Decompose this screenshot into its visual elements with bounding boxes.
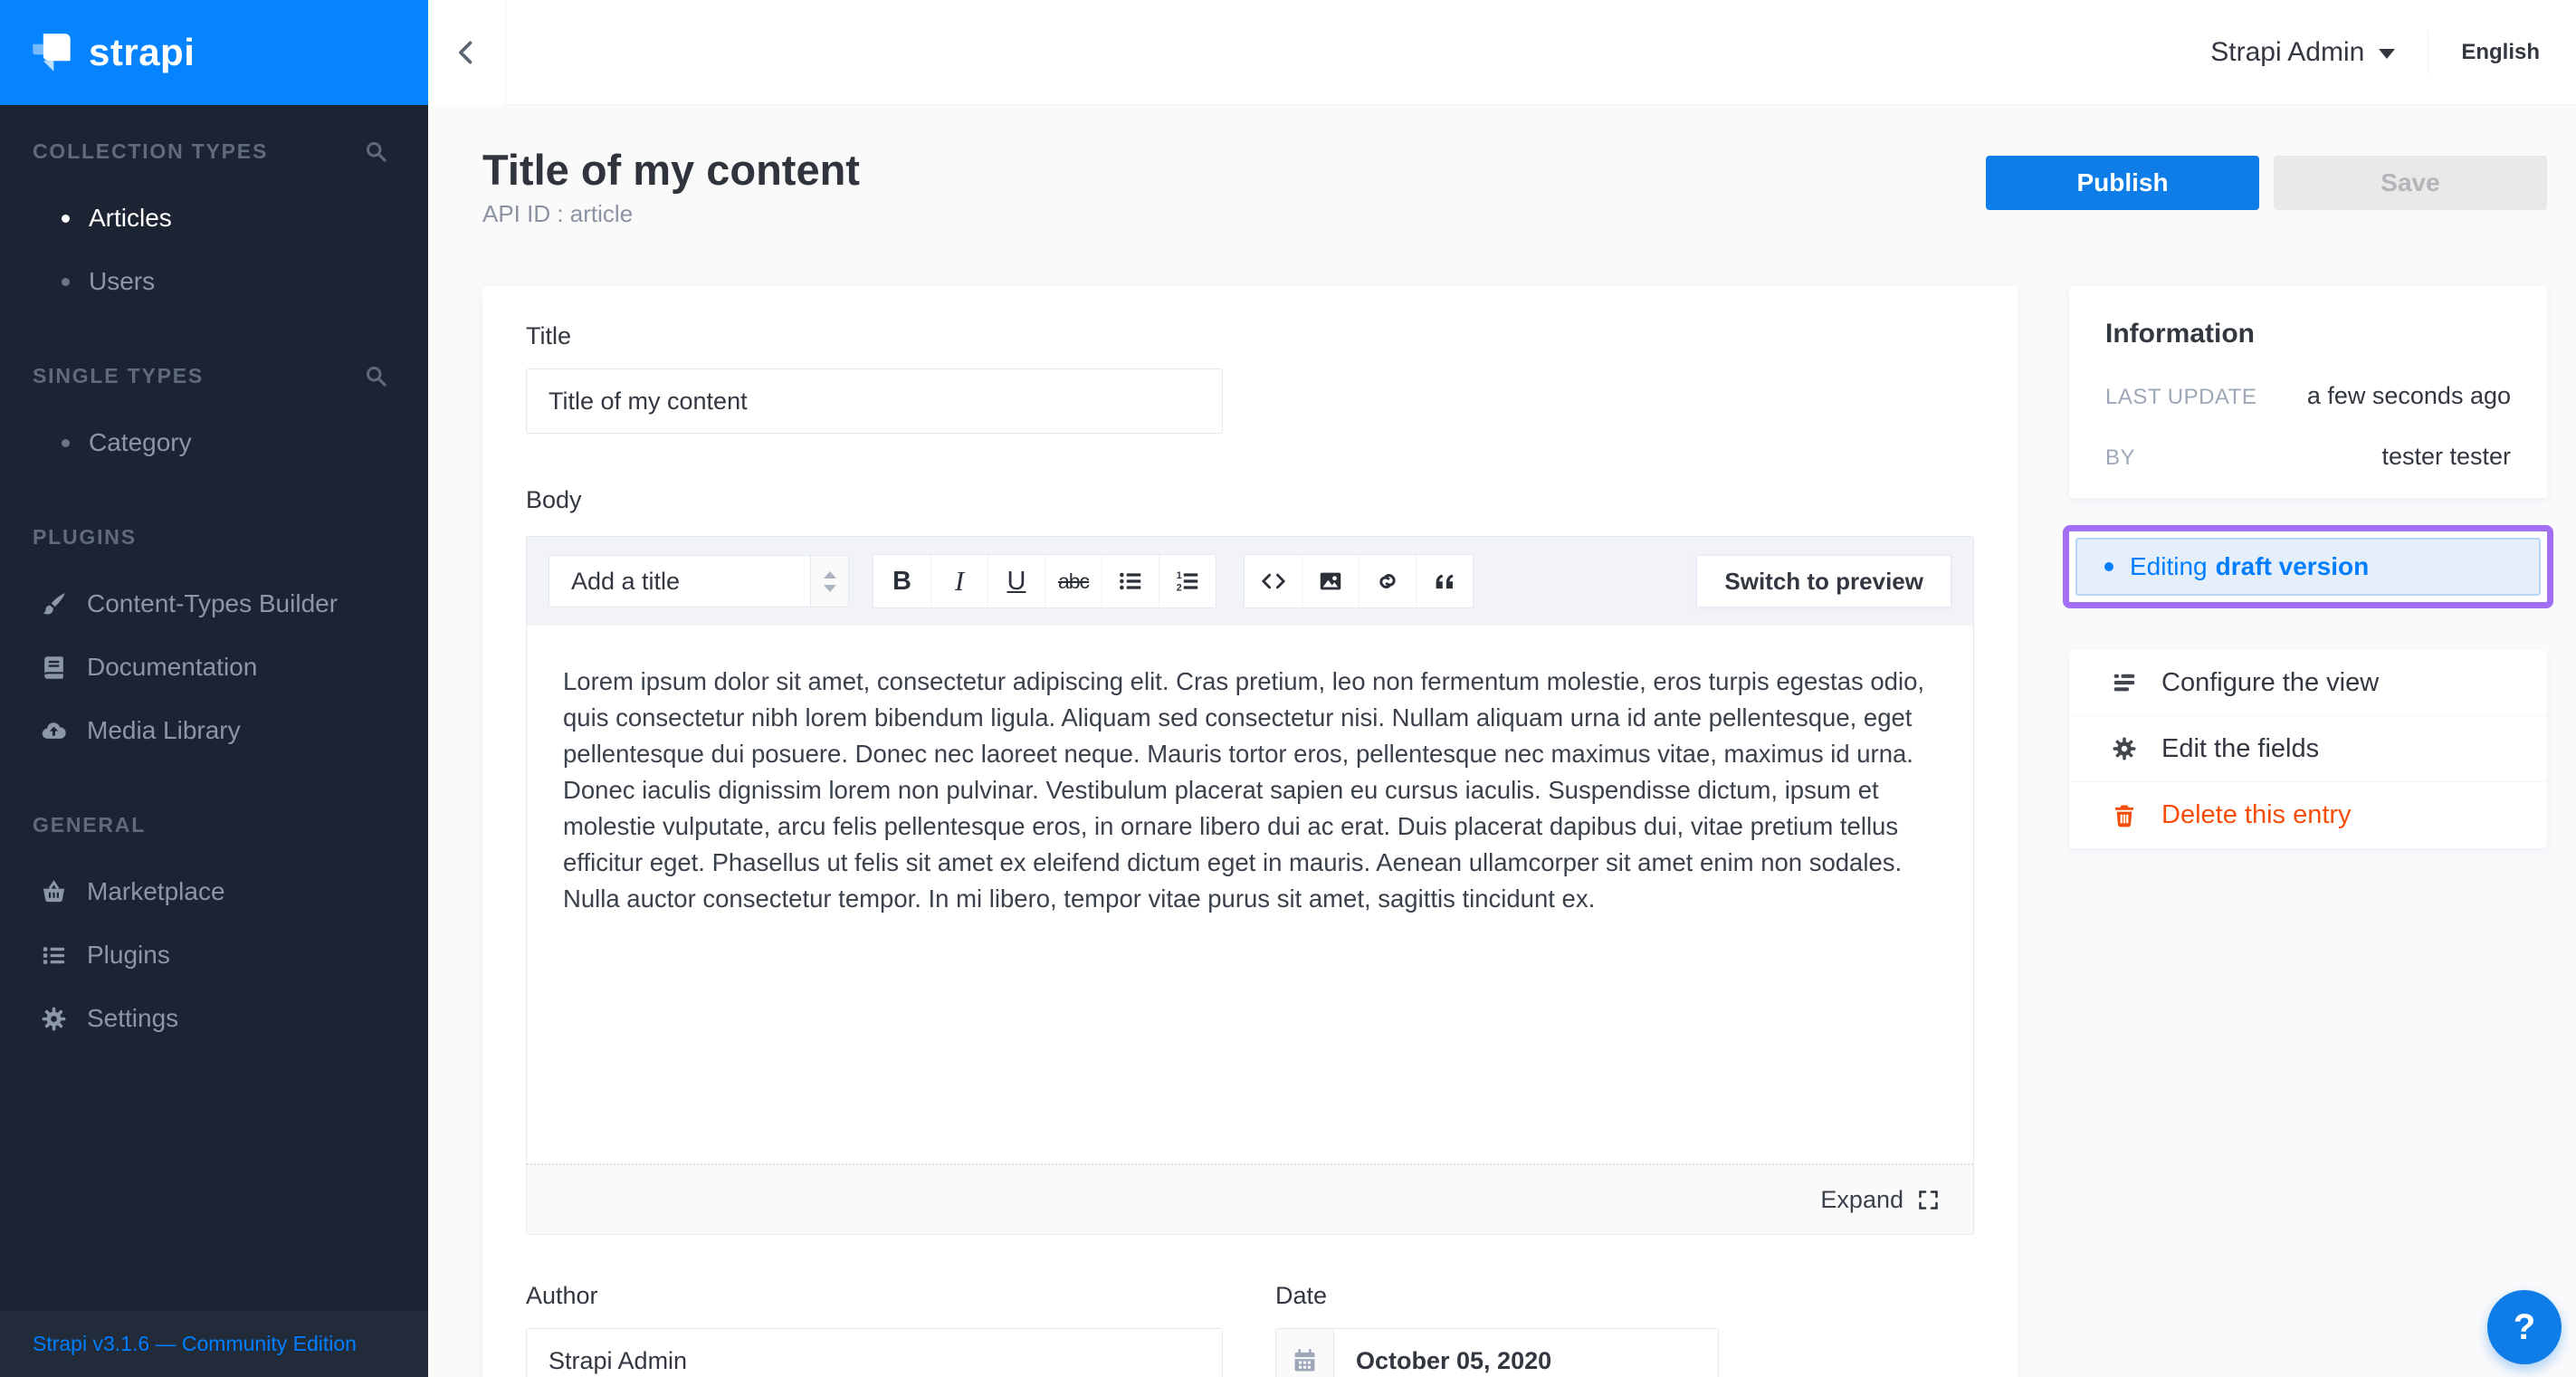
link-icon: [1374, 568, 1401, 595]
code-icon: [1260, 568, 1287, 595]
sidebar-item-label: Documentation: [87, 653, 258, 681]
fields-row: [526, 1282, 1974, 1377]
nav-section-header: [0, 521, 428, 552]
nav-section-single-types: [0, 360, 428, 474]
topbar: [428, 0, 2576, 105]
author-field-label: Author: [526, 1282, 598, 1309]
underline-glyph: U: [1007, 566, 1026, 596]
sidebar-item-label: Category: [89, 428, 192, 456]
search-icon[interactable]: [364, 139, 388, 164]
information-title: Information: [2105, 319, 2255, 349]
title-input[interactable]: [526, 368, 1223, 434]
wysiwyg-editor: [526, 536, 1974, 1235]
body-field-label: Body: [526, 486, 582, 513]
date-field-label: Date: [1275, 1282, 1328, 1309]
sidebar-item-label: Plugins: [87, 941, 170, 969]
sidebar-item-marketplace[interactable]: [0, 860, 428, 923]
image-icon: [1317, 568, 1344, 595]
cloud-upload-icon: [40, 717, 68, 745]
expand-editor-button[interactable]: [527, 1163, 1973, 1234]
info-row-by: [2105, 443, 2511, 471]
draft-dot-icon: [2104, 562, 2113, 571]
info-row-label: BY: [2105, 445, 2136, 470]
author-input[interactable]: [526, 1328, 1223, 1377]
list-icon: [40, 942, 68, 970]
page-title: Title of my content: [482, 146, 860, 194]
blockquote-icon: [1431, 568, 1458, 595]
nav-section-header: [0, 360, 428, 391]
user-menu[interactable]: [2210, 37, 2428, 68]
heading-select[interactable]: [549, 555, 849, 607]
sidebar-item-category[interactable]: [0, 411, 428, 474]
code-button[interactable]: [1245, 555, 1302, 607]
toolbar-group-2: [1244, 554, 1474, 608]
user-menu-label: Strapi Admin: [2210, 36, 2365, 67]
svg-text:1: 1: [1176, 569, 1182, 581]
editor-toolbar-groups: [849, 554, 1474, 608]
edit-form-card: [482, 286, 2018, 1377]
switch-to-preview-button[interactable]: Switch to preview: [1696, 555, 1951, 607]
sidebar-item-content-types-builder[interactable]: [0, 572, 428, 636]
search-icon[interactable]: [364, 364, 388, 388]
layout-icon: [2111, 669, 2138, 696]
sidebar-item-label: Articles: [89, 204, 172, 232]
strikethrough-glyph: abc: [1057, 569, 1090, 593]
select-spinner-icon: [810, 556, 848, 607]
sidebar-item-label: Settings: [87, 1004, 179, 1032]
publish-button[interactable]: Publish: [1986, 156, 2259, 210]
delete-this-entry-button[interactable]: [2069, 782, 2547, 848]
trash-icon: [2111, 802, 2138, 829]
title-field-label: Title: [526, 322, 572, 349]
nav-section-label: PLUGINS: [33, 524, 137, 549]
bullet-icon: [62, 439, 70, 447]
main-area: [428, 0, 2576, 1377]
blockquote-button[interactable]: [1416, 555, 1473, 607]
action-label: Edit the fields: [2161, 733, 2320, 763]
configure-the-view-button[interactable]: [2069, 650, 2547, 716]
unordered-list-icon: [1117, 568, 1144, 595]
sidebar-item-media-library[interactable]: [0, 699, 428, 762]
header-actions: [1986, 156, 2547, 228]
heading-select-value: Add a title: [571, 567, 681, 595]
content: [428, 105, 2576, 1377]
editor-toolbar: [527, 537, 1973, 626]
calendar-icon: [1291, 1347, 1319, 1375]
sidebar-item-articles[interactable]: [0, 186, 428, 250]
brush-icon: [40, 590, 68, 618]
action-label: Delete this entry: [2161, 800, 2352, 829]
unordered-list-button[interactable]: [1102, 555, 1159, 607]
sidebar-item-label: Marketplace: [87, 877, 225, 905]
api-id-subtitle: API ID : article: [482, 200, 634, 227]
italic-glyph: I: [954, 565, 965, 597]
bullet-icon: [62, 278, 70, 286]
help-button[interactable]: ?: [2487, 1290, 2562, 1364]
caret-down-icon: [2379, 49, 2395, 59]
body-row: [482, 286, 2547, 1377]
date-value: October 05, 2020: [1356, 1346, 1552, 1374]
nav-section-header: [0, 136, 428, 167]
editing-draft-version[interactable]: [2075, 538, 2541, 596]
save-button[interactable]: Save: [2274, 156, 2547, 210]
action-label: Configure the view: [2161, 667, 2380, 697]
info-row-value: tester tester: [2381, 443, 2511, 470]
sidebar-item-label: Users: [89, 267, 156, 295]
chevron-left-icon: [452, 37, 482, 68]
info-row-label: LAST UPDATE: [2105, 385, 2257, 409]
sidebar-item-plugins[interactable]: [0, 923, 428, 987]
right-column: [2069, 286, 2547, 848]
nav-section-label: SINGLE TYPES: [33, 363, 205, 387]
image-button[interactable]: [1302, 555, 1359, 607]
gear-icon: [2111, 735, 2138, 762]
nav-section-header: [0, 809, 428, 840]
toolbar-group-1: [873, 554, 1216, 608]
bold-button[interactable]: [873, 555, 930, 607]
sidebar-item-documentation[interactable]: [0, 636, 428, 699]
strikethrough-button[interactable]: [1045, 555, 1102, 607]
bold-glyph: B: [892, 566, 911, 596]
bullet-icon: [62, 215, 70, 223]
link-button[interactable]: [1359, 555, 1416, 607]
sidebar-item-label: Content-Types Builder: [87, 589, 339, 617]
underline-button[interactable]: [987, 555, 1045, 607]
book-icon: [40, 654, 68, 682]
page-header: [482, 145, 2547, 228]
nav-section-plugins: [0, 521, 428, 762]
strapi-wordmark: strapi: [89, 31, 196, 73]
svg-text:2: 2: [1176, 582, 1182, 594]
sidebar-item-settings[interactable]: [0, 987, 428, 1050]
nav-section-general: [0, 809, 428, 1050]
expand-label: Expand: [1820, 1185, 1903, 1213]
gear-icon: [40, 1005, 68, 1033]
version-footer-link[interactable]: Strapi v3.1.6 — Community Edition: [0, 1311, 428, 1377]
expand-icon: [1916, 1188, 1941, 1212]
sidebar-item-label: Media Library: [87, 716, 241, 744]
sidebar-item-users[interactable]: [0, 250, 428, 313]
ordered-list-icon: [1174, 568, 1201, 595]
nav-section-collection-types: [0, 136, 428, 313]
date-input[interactable]: [1275, 1328, 1719, 1377]
locale-switcher[interactable]: English: [2461, 39, 2540, 64]
information-rows: [2105, 382, 2511, 471]
nav-section-label: GENERAL: [33, 812, 147, 837]
body-editor-content[interactable]: Lorem ipsum dolor sit amet, consectetur adipiscing elit. Cras pretium, leo non fermentum molestie, eros turpis egestas odio, quis consectetur nibh lorem bibendum ligula. Aliquam sed consectetur nisi. Nullam aliquam urna id ante pellentesque, eget pellentesque dui posuere. Donec nec laoreet neque. Mauris tortor eros, pellentesque nec maximus vitae, maximus id urna. Donec iaculis dignissim lorem non pulvinar. Vestibulum placerat sapien eu cursus iaculis. Suspendisse dictum, ipsum et molestie vulputate, arcu felis pellentesque eros, in ornare libero dui ac erat. Duis placerat dapibus dui, vitae pretium tellus efficitur eget. Phasellus ut felis sit amet ex eleifend dictum eget in mauris. Aenean ullamcorper sit amet enim non sodales. Nulla auctor consectetur tempor. In mi libero, tempor vitae purus sit amet, sagittis tincidunt ex.: [527, 626, 1973, 1163]
strapi-logo-icon: [31, 32, 72, 73]
ordered-list-button[interactable]: [1159, 555, 1216, 607]
edit-the-fields-button[interactable]: [2069, 716, 2547, 782]
strapi-logo[interactable]: [0, 0, 428, 105]
info-row-last-update: [2105, 382, 2511, 410]
nav-section-label: COLLECTION TYPES: [33, 139, 269, 163]
sidebar: [0, 0, 428, 1377]
information-panel: [2069, 286, 2547, 498]
sidebar-nav: [0, 105, 428, 1050]
italic-button[interactable]: [930, 555, 987, 607]
basket-icon: [40, 878, 68, 906]
draft-version-highlight: [2063, 525, 2553, 608]
entry-actions: [2069, 650, 2547, 848]
draft-banner-text: Editing draft version: [2130, 552, 2370, 580]
info-row-value: a few seconds ago: [2306, 382, 2511, 409]
back-button[interactable]: [428, 0, 506, 105]
